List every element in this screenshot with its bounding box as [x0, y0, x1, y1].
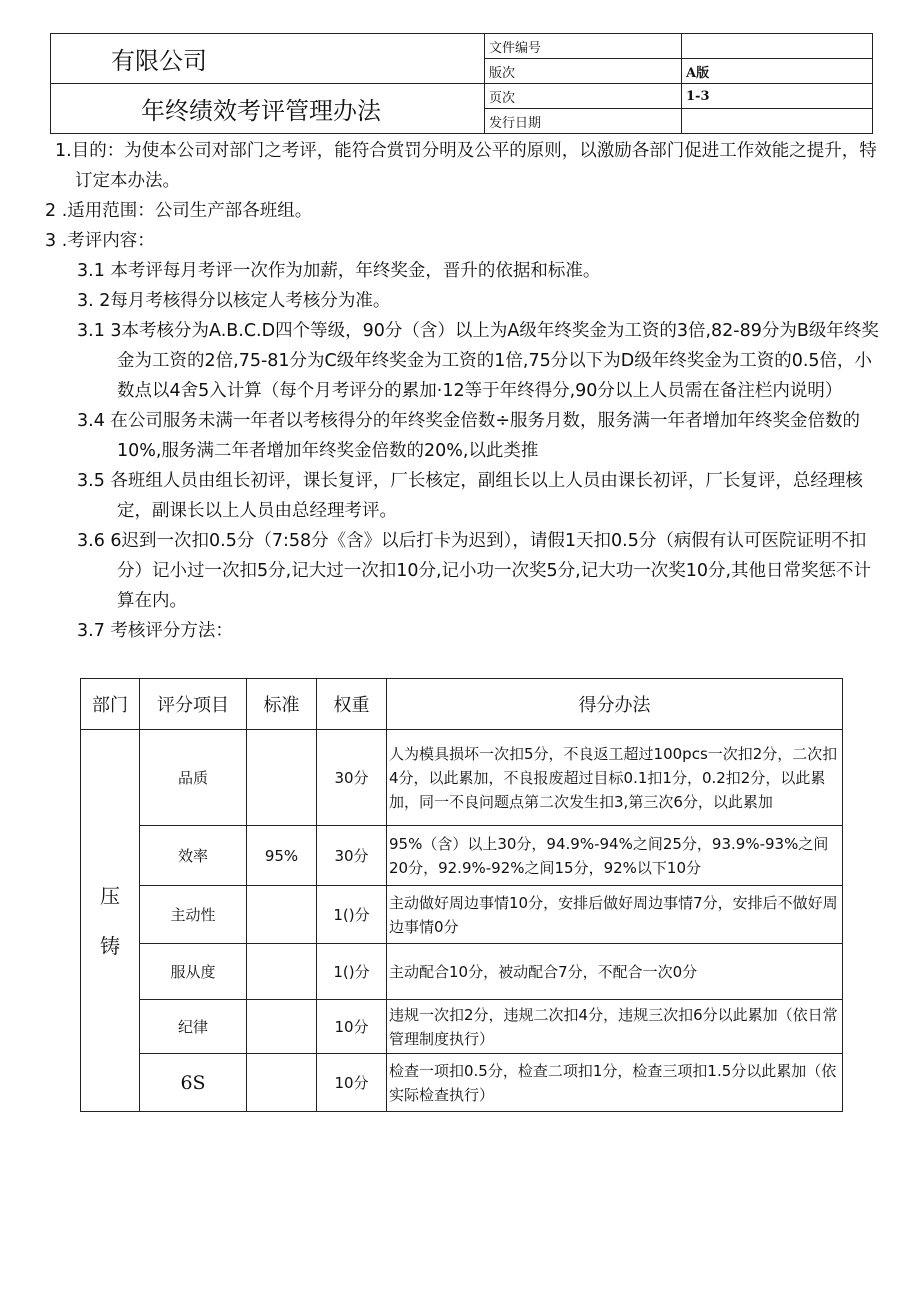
- row-weight: 10分: [317, 1000, 387, 1054]
- header-method: 得分办法: [387, 679, 843, 730]
- table-row: [81, 944, 843, 1000]
- row-standard: [247, 730, 317, 826]
- header-item: 评分项目: [140, 679, 247, 730]
- table-row: [81, 826, 843, 886]
- document-header: [50, 33, 873, 134]
- row-method: 主动配合10分，被动配合7分，不配合一次0分: [387, 944, 843, 1000]
- row-standard: [247, 1054, 317, 1112]
- document-title: 年终绩效考评管理办法: [51, 84, 485, 134]
- table-row: [81, 1000, 843, 1054]
- file-number-label: 文件编号: [485, 34, 682, 59]
- row-method: 95%（含）以上30分，94.9%-94%之间25分，93.9%-93%之间20分，92.9%-92%之间15分，92%以下10分: [387, 826, 843, 886]
- row-method: 检查一项扣0.5分，检查二项扣1分，检查三项扣1.5分以此累加（依实际检查执行）: [387, 1054, 843, 1112]
- issue-date-label: 发行日期: [485, 109, 682, 134]
- row-standard: [247, 1000, 317, 1054]
- row-item: 服从度: [140, 944, 247, 1000]
- section-scope: 2 .适用范围：公司生产部各班组。: [45, 201, 313, 221]
- table-row: [81, 1054, 843, 1112]
- company-name: 有限公司: [51, 34, 485, 84]
- header-weight: 权重: [317, 679, 387, 730]
- header-dept: 部门: [81, 679, 140, 730]
- row-weight: 30分: [317, 730, 387, 826]
- section-purpose: 1.目的：为使本公司对部门之考评，能符合赏罚分明及公平的原则，以激励各部门促进工作效能之提升，特订定本办法。: [55, 141, 877, 191]
- clause-3-2: 3. 2每月考核得分以核定人考核分为准。: [77, 291, 391, 311]
- issue-date-value: [682, 109, 873, 134]
- table-header-row: [81, 679, 843, 730]
- version-value: A版: [682, 59, 873, 84]
- row-item: 效率: [140, 826, 247, 886]
- row-standard: [247, 944, 317, 1000]
- dept-cell: [81, 730, 140, 1112]
- clause-3-6: 3.6 6迟到一次扣0.5分（7:58分《含》以后打卡为迟到），请假1天扣0.5分（病假有认可医院证明不扣分）记小过一次扣5分,记大过一次扣10分,记小功一次奖5分,记大功一次奖10分,其他日常奖惩不计算在内。: [77, 531, 872, 611]
- file-number-value: [682, 34, 873, 59]
- dept-char-1: 压: [100, 883, 120, 908]
- table-row: [81, 730, 843, 826]
- row-standard: 95%: [247, 826, 317, 886]
- clause-3-1: 3.1 本考评每月考评一次作为加薪，年终奖金，晋升的依据和标准。: [77, 261, 601, 281]
- row-item: 纪律: [140, 1000, 247, 1054]
- table-row: [81, 886, 843, 944]
- row-item: 品质: [140, 730, 247, 826]
- document-body: [45, 136, 880, 646]
- row-method: 人为模具损坏一次扣5分，不良返工超过100pcs一次扣2分，二次扣4分，以此累加，不良报废超过目标0.1扣1分，0.2扣2分，以此累加，同一不良问题点第二次发生扣3,第三次6分，以此累加: [387, 730, 843, 826]
- row-weight: 10分: [317, 1054, 387, 1112]
- section-content-heading: 3 .考评内容：: [45, 231, 155, 251]
- row-weight: 1()分: [317, 886, 387, 944]
- row-standard: [247, 886, 317, 944]
- page-label: 页次: [485, 84, 682, 109]
- clause-3-5: 3.5 各班组人员由组长初评，课长复评，厂长核定，副组长以上人员由课长初评，厂长复评，总经理核定，副课长以上人员由总经理考评。: [77, 471, 863, 521]
- row-method: 违规一次扣2分，违规二次扣4分，违规三次扣6分以此累加（依日常管理制度执行）: [387, 1000, 843, 1054]
- row-weight: 30分: [317, 826, 387, 886]
- row-method: 主动做好周边事情10分，安排后做好周边事情7分，安排后不做好周边事情0分: [387, 886, 843, 944]
- clause-3-7: 3.7 考核评分方法：: [77, 621, 233, 641]
- row-weight: 1()分: [317, 944, 387, 1000]
- clause-3-13: 3.1 3本考核分为A.B.C.D四个等级，90分（含）以上为A级年终奖金为工资的3倍,82-89分为B级年终奖金为工资的2倍,75-81分为C级年终奖金为工资的1倍,75分以下为D级年终奖金为工资的0.5倍，小数点以4舍5入计算（每个月考评分的累加·12等于年终得分,90分以上人员需在备注栏内说明）: [77, 321, 879, 401]
- version-label: 版次: [485, 59, 682, 84]
- dept-char-2: 铸: [100, 933, 120, 958]
- scoring-table: [80, 678, 843, 1112]
- row-item: 主动性: [140, 886, 247, 944]
- clause-3-4: 3.4 在公司服务未满一年者以考核得分的年终奖金倍数÷服务月数，服务满一年者增加年终奖金倍数的10%,服务满二年者增加年终奖金倍数的20%,以此类推: [77, 411, 861, 461]
- row-item: 6S: [140, 1054, 247, 1112]
- page-value: 1-3: [682, 84, 873, 109]
- header-standard: 标准: [247, 679, 317, 730]
